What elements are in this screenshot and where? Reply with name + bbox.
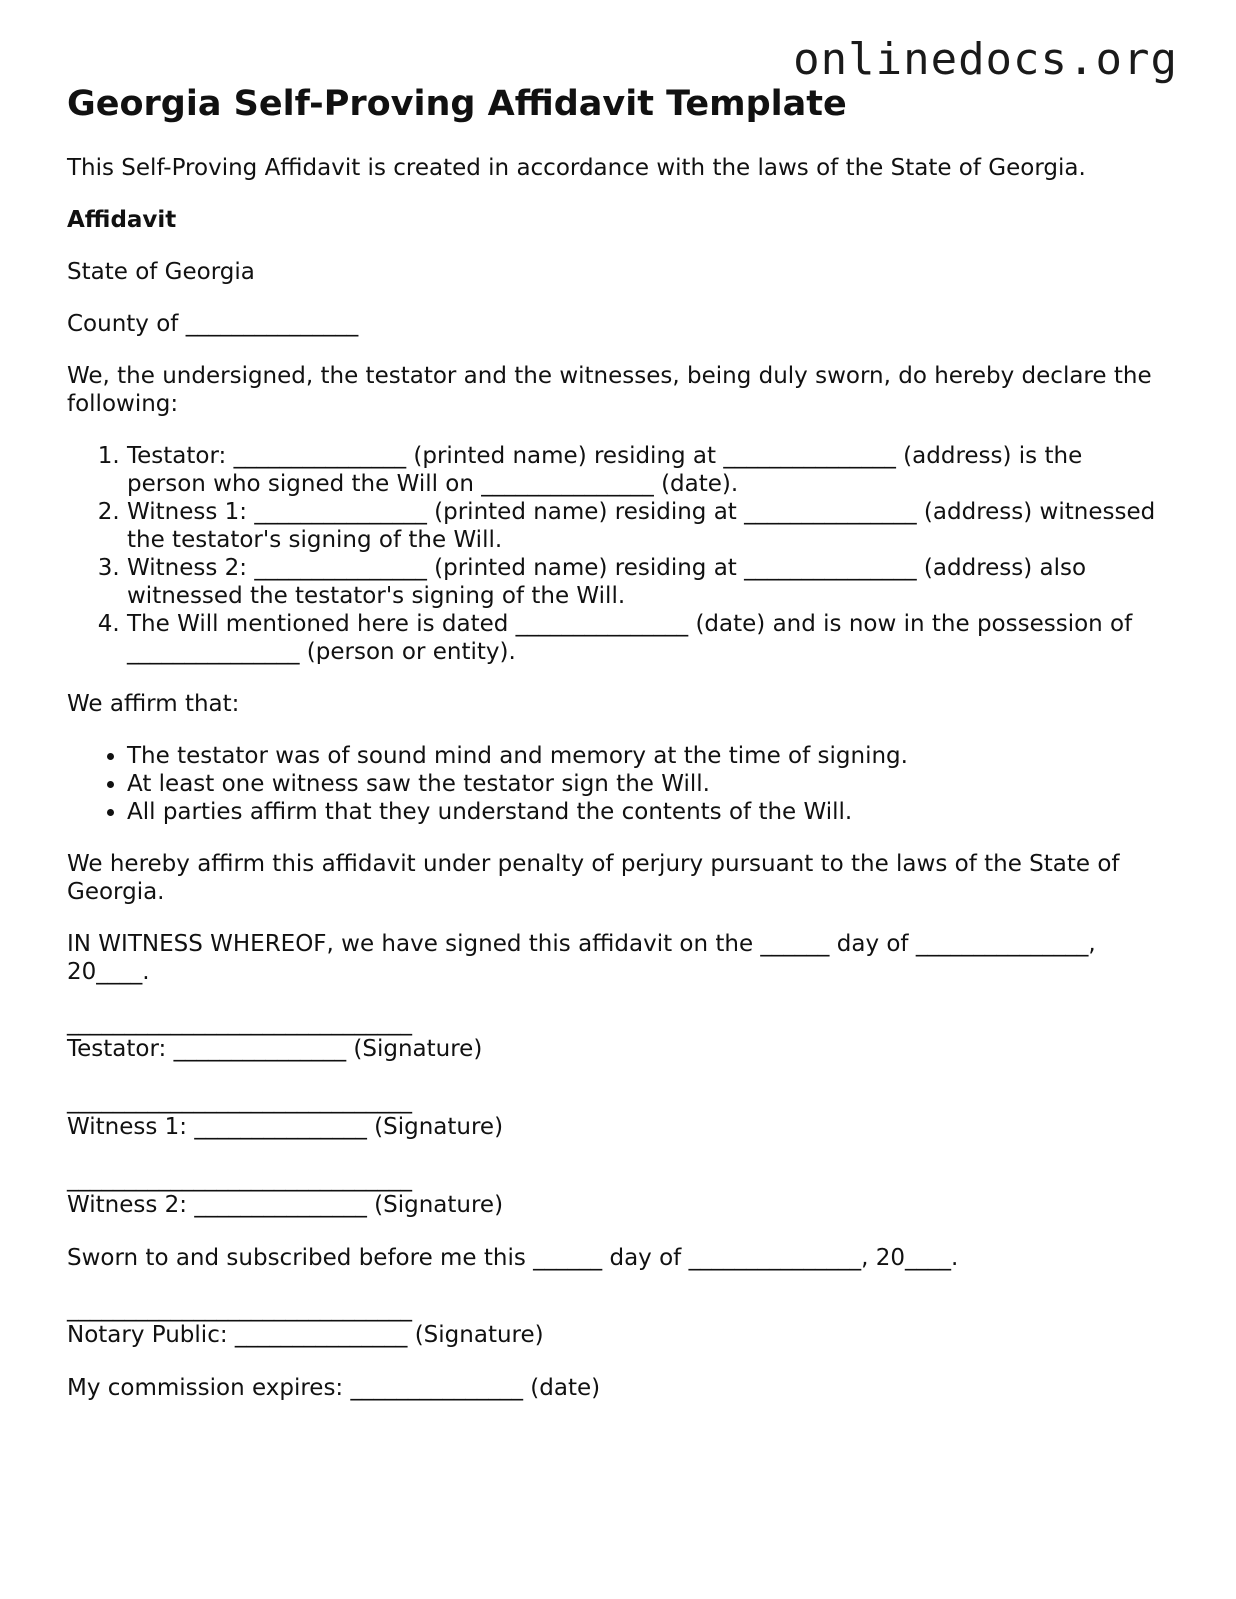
- list-item: • At least one witness saw the testator sign the Will.: [127, 770, 1167, 798]
- affirm-intro: We affirm that:: [67, 691, 240, 717]
- testator-signature-block: [67, 1010, 1167, 1062]
- signature-rule: ______________________________: [67, 1088, 412, 1114]
- testator-signature: Testator: _______________ (Signature): [67, 1036, 483, 1062]
- list-item: 2. Witness 1: _______________ (printed name) residing at _______________ (address) witnessed the testator's signing of the Will.: [127, 498, 1167, 554]
- witness2-signature-block: [67, 1166, 1167, 1218]
- signature-rule: ______________________________: [67, 1010, 412, 1036]
- witness1-signature-block: [67, 1088, 1167, 1140]
- notary-signature-block: [67, 1296, 1167, 1348]
- page-title: Georgia Self-Proving Affidavit Template: [67, 84, 847, 124]
- declaration-paragraph: We, the undersigned, the testator and the witnesses, being duly sworn, do hereby declare the following:: [67, 363, 1152, 417]
- section-heading: Affidavit: [67, 207, 177, 233]
- witness1-signature: Witness 1: _______________ (Signature): [67, 1114, 504, 1140]
- notary-signature: Notary Public: _______________ (Signature): [67, 1322, 544, 1348]
- sworn-statement: Sworn to and subscribed before me this ______ day of _______________, 20____.: [67, 1245, 959, 1271]
- witness2-signature: Witness 2: _______________ (Signature): [67, 1192, 504, 1218]
- perjury-statement: We hereby affirm this affidavit under penalty of perjury pursuant to the laws of the State of Georgia.: [67, 851, 1120, 905]
- list-item: 3. Witness 2: _______________ (printed name) residing at _______________ (address) also witnessed the testator's signing of the Will.: [127, 554, 1167, 610]
- commission-line: My commission expires: _______________ (date): [67, 1375, 601, 1401]
- county-line: County of _______________: [67, 311, 359, 337]
- declaration-list: [67, 442, 1167, 666]
- list-item: • The testator was of sound mind and memory at the time of signing.: [127, 742, 1167, 770]
- affirmation-list: [67, 742, 1167, 826]
- watermark-logo: onlinedocs.org: [793, 34, 1178, 85]
- list-item: • All parties affirm that they understand the contents of the Will.: [127, 798, 1167, 826]
- intro-paragraph: This Self-Proving Affidavit is created in accordance with the laws of the State of Georgia.: [67, 155, 1086, 181]
- signature-rule: ______________________________: [67, 1296, 412, 1322]
- state-line: State of Georgia: [67, 259, 255, 285]
- list-item: 1. Testator: _______________ (printed name) residing at _______________ (address) is the person who signed the Will on _______________ (date).: [127, 442, 1167, 498]
- signature-rule: ______________________________: [67, 1166, 412, 1192]
- witness-whereof: IN WITNESS WHEREOF, we have signed this affidavit on the ______ day of _______________, 20____.: [67, 931, 1096, 985]
- list-item: 4. The Will mentioned here is dated _______________ (date) and is now in the possession of _______________ (person or entity).: [127, 610, 1167, 666]
- document-page: [67, 84, 1167, 1426]
